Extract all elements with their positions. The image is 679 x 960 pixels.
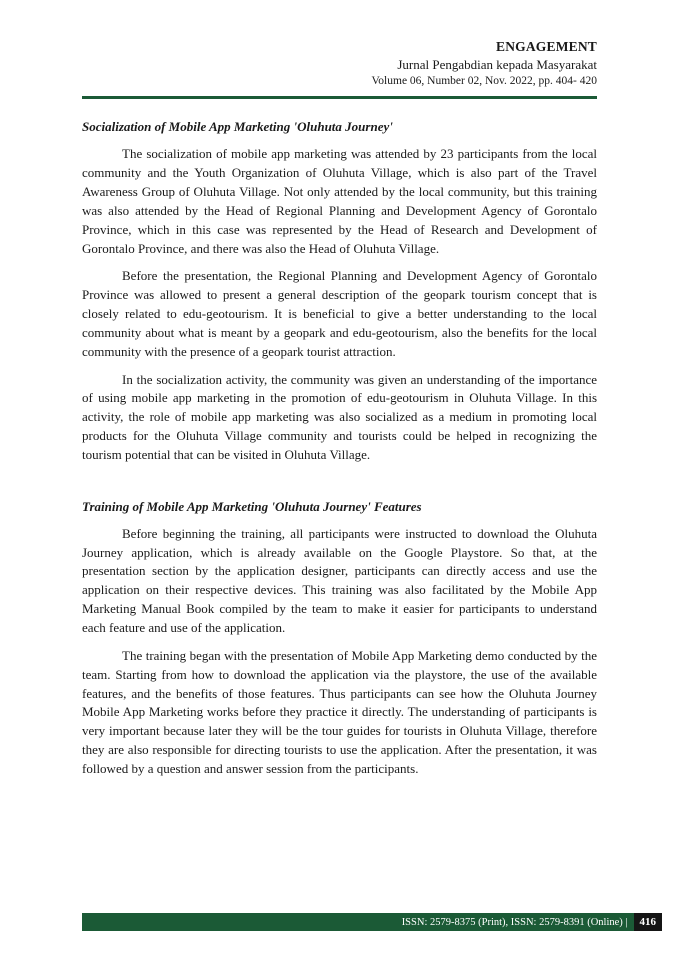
- paragraph: In the socialization activity, the community was given an understanding of the importance of using mobile app marketing in the promotion of edu-geotourism in Oluhuta Village. In this activity, the role of mobile app marketing was also socialized as a medium in promoting local products for the Oluhuta Village community and tourists could be helped in recognizing the tourism potential that can be visited in Oluhuta Village.: [82, 371, 597, 462]
- paragraph: Before beginning the training, all participants were instructed to download the Oluhuta Journey application, which is already available on the Google Playstore. So that, at the presentation section by the application designer, participants can directly access and use the application on their respective devices. This training was also facilitated by the Mobile App Marketing Manual Book compiled by the team to make it easier for participants to understand each feature and use of the application.: [82, 525, 597, 635]
- section-heading-training: Training of Mobile App Marketing 'Oluhuta Journey' Features: [82, 498, 422, 514]
- journal-volume-info: Volume 06, Number 02, Nov. 2022, pp. 404- 420: [371, 74, 597, 87]
- paragraph: The socialization of mobile app marketing was attended by 23 participants from the local community and the Youth Organization of Oluhuta Village, which is also part of the Travel Awareness Group of Oluhuta Village. Not only attended by the local community, but this training was also attended by the Head of Regional Planning and Development Agency of Gorontalo Province, which in this case was represented by the Head of Research and Development of Gorontalo Province, and there was also the Head of Oluhuta Village.: [82, 146, 597, 256]
- header-divider: [82, 96, 597, 99]
- footer-issn-text: ISSN: 2579-8375 (Print), ISSN: 2579-8391 (Online) |: [82, 913, 634, 931]
- paragraph: The training began with the presentation of Mobile App Marketing demo conducted by the team. Starting from how to download the application via the playstore, the use of the available features, and the benefits of those features. Thus participants can see how the Oluhuta Journey Mobile App Marketing works before they practice it directly. The understanding of participants is very important because later they will be the tour guides for tourists in Oluhuta Village, therefore they are also responsible for directing tourists to use the application. After the presentation, it was followed by a question and answer session from the participants.: [82, 647, 597, 776]
- journal-subtitle: Jurnal Pengabdian kepada Masyarakat: [397, 57, 597, 73]
- section-heading-socialization: Socialization of Mobile App Marketing 'Oluhuta Journey': [82, 119, 393, 135]
- footer-page-number: 416: [634, 913, 663, 931]
- footer-bar: [82, 913, 662, 931]
- journal-header: [82, 38, 597, 89]
- paragraph: Before the presentation, the Regional Planning and Development Agency of Gorontalo Province was allowed to present a general description of the geopark tourism concept that is closely related to edu-geotourism. It is beneficial to give a better understanding to the local community about what is meant by a geopark and edu-geotourism, also the benefits for the local community with the presence of a geopark tourist attraction.: [82, 268, 597, 359]
- page-content: [82, 38, 597, 788]
- journal-name: ENGAGEMENT: [495, 39, 597, 54]
